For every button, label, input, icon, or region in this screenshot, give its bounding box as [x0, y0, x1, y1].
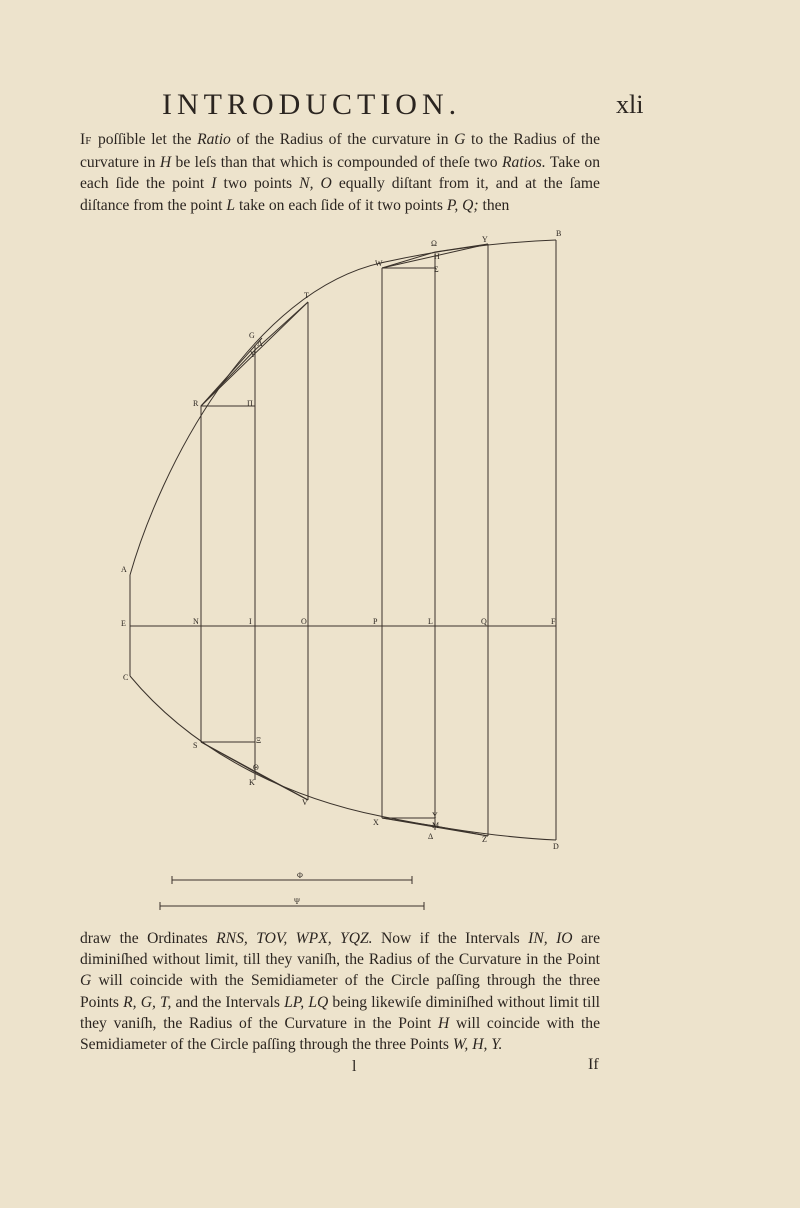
para2-italic: RNS, TOV, WPX, YQZ. [216, 930, 373, 947]
para1-italic: H [159, 154, 172, 172]
para2-text: draw the Ordinates [80, 930, 217, 947]
label-E: E [121, 619, 126, 628]
page-number: xli [616, 90, 644, 119]
para2-italic: W, H, Y. [452, 1036, 503, 1054]
label-Lambda: Λ [257, 339, 263, 348]
para1-italic: P, Q; [446, 196, 479, 214]
label-H: H [434, 252, 440, 261]
label-D: D [553, 842, 559, 851]
label-Psi: Ψ [294, 897, 300, 906]
para1-text: two points [216, 175, 300, 193]
label-Y: Y [482, 235, 488, 244]
label-Theta: Θ [253, 763, 259, 772]
label-P: P [373, 617, 378, 626]
label-C: C [123, 673, 129, 682]
label-Z: Z [482, 835, 487, 844]
para1-italic: L [226, 196, 236, 214]
label-Omega: Ω [431, 239, 437, 248]
para1-italic: Ratio [197, 131, 231, 148]
label-G: G [249, 331, 255, 340]
para1-initial: I [80, 131, 86, 148]
label-Xi: Ξ [256, 736, 262, 745]
para2-italic: LP, LQ [284, 993, 329, 1011]
label-X: X [373, 818, 379, 827]
curve-lower [130, 676, 556, 840]
label-N: N [193, 617, 199, 626]
para2-text: will coincide with the Semidiameter of the Circle paſſing through the three Points [80, 972, 600, 1011]
label-B: B [556, 229, 562, 238]
label-O: O [301, 617, 307, 626]
para1-italic: Ratios. [502, 154, 546, 172]
para1-text: of the Radius of the curvature in [230, 131, 455, 148]
label-V: V [302, 798, 308, 807]
para2-text: Now if the Intervals [372, 930, 529, 947]
label-R: R [193, 399, 199, 408]
label-L: L [428, 617, 433, 626]
catchword: If [588, 1056, 599, 1073]
para2-italic: G [80, 972, 92, 990]
label-Sigma: Σ [434, 265, 439, 274]
label-T: T [304, 291, 309, 300]
para1-text: equally diſtant from it, and at the ſame diſtance from the point [80, 175, 600, 214]
para1-text: Take on each ſide the point [80, 154, 600, 193]
para1-text: to the Radius of the curvature in [80, 131, 601, 172]
para1-text: take on each ſide of it two points [235, 196, 447, 214]
para2-italic: IN, IO [528, 930, 573, 947]
para1-text: be leſs than that which is compounded of theſe two [171, 154, 503, 172]
running-title: INTRODUCTION. [162, 88, 462, 121]
label-Pi: Π [247, 399, 253, 408]
label-A: A [121, 565, 127, 574]
signature-mark: l [352, 1058, 357, 1075]
para2-text: being likewiſe diminiſhed without limit till they vaniſh, the Radius of the Curvature in the Point [80, 993, 600, 1032]
para1-italic: I [211, 175, 217, 193]
paragraph-ordinates [80, 928, 600, 1055]
label-Phi: Φ [297, 871, 303, 880]
label-W: W [375, 259, 383, 268]
label-F: F [551, 617, 556, 626]
para2-text: and the Intervals [171, 993, 285, 1011]
para1-text: poſſible let the [92, 131, 198, 148]
label-M: M [432, 821, 440, 830]
para2-text: are diminiſhed without limit, till they vaniſh, the Radius of the Curvature in the Point [80, 930, 600, 969]
label-Upsilon: Υ [432, 811, 438, 820]
para2-italic: R, G, T, [123, 993, 172, 1011]
label-I: I [249, 617, 252, 626]
para1-text: F [85, 135, 93, 147]
para1-italic: G [454, 131, 466, 148]
para1-italic: N, O [299, 175, 332, 193]
para1-text: then [478, 196, 510, 214]
para2-text: will coincide with the Semidiameter of the Circle paſſing through the three Points [80, 1014, 600, 1054]
label-S: S [193, 741, 198, 750]
label-Q: Q [481, 617, 487, 626]
para2-italic: H [437, 1014, 450, 1032]
label-Delta: Δ [428, 832, 434, 841]
label-Gamma: Υ [250, 350, 256, 359]
label-K: K [249, 778, 255, 787]
